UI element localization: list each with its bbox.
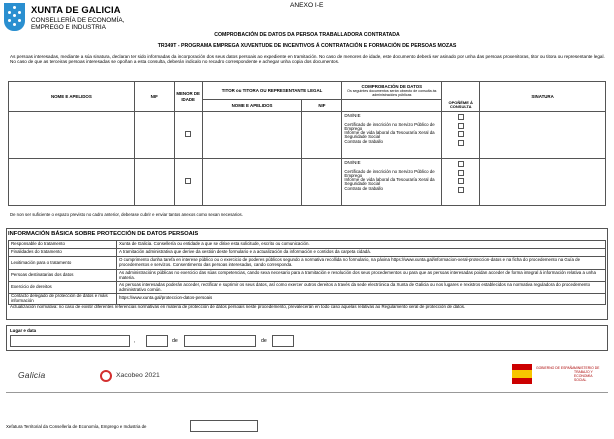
document-list: DNI/NIE Certificado de inscrición no Servizo Público de Emprego Informe de vida laboral da Tesouraría Xeral da Seguridade Social Contrato de traballo xyxy=(342,159,442,206)
table-row xyxy=(9,112,606,159)
workers-table xyxy=(8,81,606,206)
data-protection-table xyxy=(8,240,606,305)
table-row: Responsable do tratamento Xunta de Galicia. Consellería ou entidade a que se dirixe esta solicitude, escrito ou comunicación. xyxy=(9,241,606,249)
xunta-logo xyxy=(4,2,164,36)
xacobeo-logo: Xacobeo 2021 xyxy=(100,370,180,384)
intro-text: As persoas interesadas, mediante a súa sinatura, declaran ter sido informadas da incorporación dos seus datos persoais ao expediente en tramitación. No caso de menores de idade, este documento deberá ser asinado por unha das persoas proxenitoras, titor ou titora ou representante legal. No caso de que as terceiras persoas interesadas se opoñan a esta consulta, deberán indicalo no recadro correspondente e achegar unha copia dos documentos. xyxy=(10,54,605,65)
table-row xyxy=(9,159,606,206)
minor-checkbox[interactable] xyxy=(185,131,191,137)
signature-field[interactable] xyxy=(480,112,606,159)
xacobeo-icon xyxy=(100,370,112,382)
signature-field[interactable] xyxy=(480,159,606,206)
day-field[interactable] xyxy=(146,335,168,347)
table-row: Persoas destinatarias dos datos As administracións públicas no exercicio das súas competencias, cando sexa necesario para a tramitación e resolución dos seus procedementos ou para que as persoas interesadas poidan acceder de forma integral á información relativa a unha materia. xyxy=(9,270,606,282)
year-field[interactable] xyxy=(272,335,294,347)
logo-title: XUNTA DE GALICIA xyxy=(31,4,121,15)
place-field[interactable] xyxy=(10,335,130,347)
document-title: COMPROBACIÓN DE DATOS DA PERSOA TRABALLADORA CONTRATADA xyxy=(214,32,400,38)
table-row: Lexitimación para o tratamento O cumprimento dunha tarefa en interese público ou o exercicio de poderes públicos segundo a normativa recollida no formulario, na páxina https://www.xunta.gal/informacion-xeral-proteccion-datos e na ficha do procedemento na Guía de procedementos e servizos. Consentimento das persoas interesadas, cando corresponda. xyxy=(9,257,606,270)
spain-government-logo: GOBIERNO DE ESPAÑA MINISTERIO DE TRABAJO Y ECONOMÍA SOCIAL xyxy=(512,364,602,386)
col-header-guardian-name: NOME E APELIDOS xyxy=(202,100,302,112)
province-field[interactable] xyxy=(190,420,258,432)
procedure-title: TR349T - PROGRAMA EMPREGA XUVENTUDE DE INCENTIVOS Á CONTRATACIÓN E FORMACIÓN DE PERSOAS MOZAS xyxy=(157,43,457,49)
oppose-contract-checkbox[interactable] xyxy=(458,187,464,193)
de-separator: de xyxy=(261,338,267,344)
oppose-employment-checkbox[interactable] xyxy=(458,170,464,176)
table-row: Exercicio de dereitos As persoas interesadas poderán acceder, rectificar e suprimir os seus datos, así como exercer outros dereitos a través da sede electrónica da Xunta de Galicia ou nos lugares e rexistros establecidos na normativa reguladora do procedemento administrativo común. xyxy=(9,282,606,294)
oppose-work-life-checkbox[interactable] xyxy=(458,131,464,137)
territorial-office-label: Xefatura Territorial da Consellería de Economía, Emprego e Industria de xyxy=(6,424,147,429)
oppose-dni-checkbox[interactable] xyxy=(458,161,464,167)
nif-field[interactable] xyxy=(134,112,174,159)
footer-divider xyxy=(6,392,608,393)
oppose-employment-checkbox[interactable] xyxy=(458,123,464,129)
col-header-oppose xyxy=(442,82,480,100)
annex-label: ANEXO I-E xyxy=(290,2,324,9)
table-footnote: De non ser suficiente o espazo previsto no cadro anterior, deberase cubrir e enviar tantos anexos como sexan necesarios. xyxy=(10,212,243,217)
oppose-contract-checkbox[interactable] xyxy=(458,140,464,146)
guardian-name-field[interactable] xyxy=(202,159,302,206)
data-protection-title: INFORMACIÓN BÁSICA SOBRE PROTECCIÓN DE DATOS PERSOAIS xyxy=(8,231,199,237)
minor-checkbox[interactable] xyxy=(185,178,191,184)
name-field[interactable] xyxy=(9,159,135,206)
col-header-oppose-label: OPOÑÉME Á CONSULTA xyxy=(442,100,480,112)
month-field[interactable] xyxy=(184,335,256,347)
spain-shield-icon xyxy=(512,364,532,384)
oppose-dni-checkbox[interactable] xyxy=(458,114,464,120)
de-separator: de xyxy=(172,338,178,344)
name-field[interactable] xyxy=(9,112,135,159)
galicia-logo: Galicia xyxy=(18,370,46,380)
col-header-guardian: TITOR ou TITORA OU REPRESENTANTE LEGAL xyxy=(202,82,342,100)
guardian-nif-field[interactable] xyxy=(302,159,342,206)
place-date-label: Lugar e data xyxy=(10,328,37,333)
col-header-minor: MENOR DE IDADE xyxy=(174,82,202,112)
galicia-crest-icon xyxy=(4,3,25,31)
oppose-work-life-checkbox[interactable] xyxy=(458,178,464,184)
col-header-name: NOME E APELIDOS xyxy=(9,82,135,112)
table-row: Finalidades do tratamento A tramitación administrativa que derive da xestión deste formulario e a actualización da información e contidos da carpeta cidadá. xyxy=(9,249,606,257)
document-list: DNI/NIE Certificado de inscrición no Servizo Público de Emprego Informe de vida laboral da Tesouraría Xeral da Seguridade Social Contrato de traballo xyxy=(342,112,442,159)
col-header-docs: COMPROBACIÓN DE DATOS Os seguintes documentos serán obxecto de consulta ás administracións públicas xyxy=(342,82,442,100)
table-row: Contacto delegado de protección de datos e máis información https://www.xunta.gal/proteccion-datos-persoais xyxy=(9,294,606,305)
rgpd-note: Actualización normativa: no caso de existir diferentes referencias normativas en materia de protección de datos persoais neste procedemento, prevalecerán en todo caso aquelas relativas ao Regulamento xeral de protección de datos. xyxy=(10,304,466,309)
logo-subtitle: CONSELLERÍA DE ECONOMÍA, EMPREGO E INDUSTRIA xyxy=(31,17,125,32)
col-header-guardian-nif: NIF xyxy=(302,100,342,112)
col-header-nif: NIF xyxy=(134,82,174,112)
col-header-signature: SINATURA xyxy=(480,82,606,112)
guardian-nif-field[interactable] xyxy=(302,112,342,159)
comma-separator: , xyxy=(134,338,136,344)
guardian-name-field[interactable] xyxy=(202,112,302,159)
nif-field[interactable] xyxy=(134,159,174,206)
